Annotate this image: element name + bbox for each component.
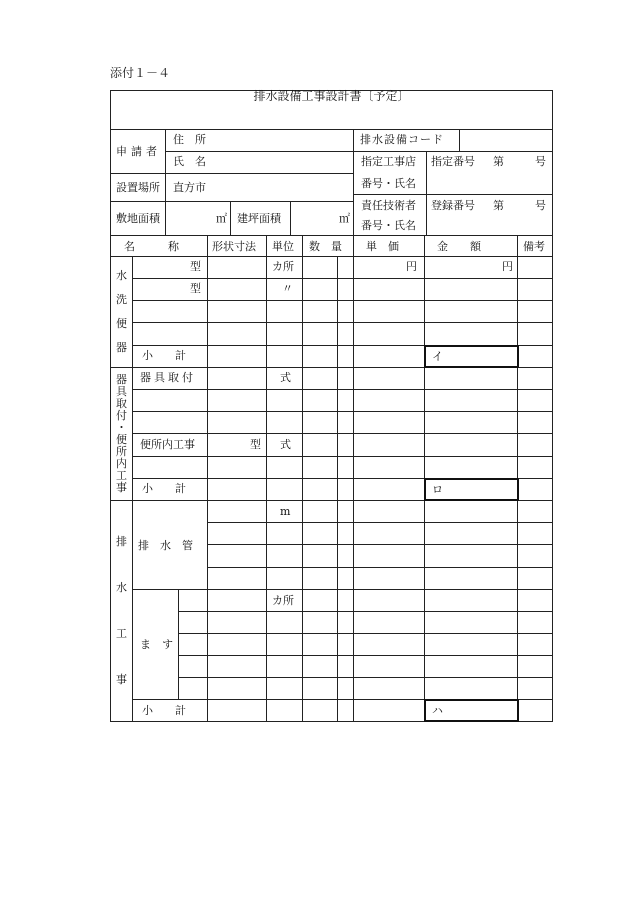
toilet-amount-unit: 円	[502, 260, 513, 273]
section-char: 器	[116, 373, 127, 386]
site-area-label: 敷地面積	[116, 212, 160, 225]
section-char: 付	[116, 409, 127, 422]
rule	[207, 567, 553, 568]
engineer-label-2: 番号・氏名	[361, 219, 416, 232]
engineer-prefix: 第	[493, 199, 504, 212]
toilet-type-1: 型	[190, 260, 201, 273]
section-char: 便	[116, 433, 127, 446]
contractor-prefix: 第	[493, 155, 504, 168]
rule	[178, 589, 179, 699]
rule	[178, 611, 553, 612]
engineer-number-label: 登録番号	[431, 199, 475, 212]
rule	[290, 201, 291, 235]
fixture-subtotal-label: 小 計	[142, 482, 186, 495]
section-char: 内	[116, 457, 127, 470]
rule	[110, 173, 353, 174]
rule	[353, 129, 354, 235]
attachment-label: 添付１－４	[110, 66, 171, 80]
subtotal-box-ha[interactable]	[424, 699, 519, 722]
rule	[110, 201, 353, 202]
code-label: 排水設備コード	[360, 133, 444, 146]
rule	[353, 194, 553, 195]
rule	[110, 256, 553, 257]
col-amount: 金 額	[437, 240, 481, 253]
rule	[132, 433, 553, 434]
design-form	[110, 90, 553, 722]
rule	[110, 235, 553, 236]
fixture-item-1-unit: 式	[280, 371, 291, 384]
section-char: 取	[116, 397, 127, 410]
section-char: ・	[116, 421, 127, 434]
col-shape: 形状寸法	[212, 240, 256, 253]
fixture-item-2: 便所内工事	[140, 438, 195, 451]
drain-pipe-label: 排 水 管	[138, 539, 193, 552]
form-title: 排水設備工事設計書〔予定〕	[253, 89, 410, 103]
col-remarks: 備考	[523, 240, 545, 253]
rule	[132, 256, 133, 722]
subtotal-box-ro[interactable]	[424, 478, 519, 501]
toilet-price-unit: 円	[406, 260, 417, 273]
toilet-type-2: 型	[190, 282, 201, 295]
site-value: 直方市	[173, 181, 206, 194]
rule	[426, 151, 427, 235]
fixture-item-2-type: 型	[250, 438, 261, 451]
section-char: 水	[116, 581, 127, 594]
rule	[132, 322, 553, 323]
floor-area-unit: ㎡	[339, 212, 350, 225]
section-char: 水	[116, 269, 127, 282]
rule	[132, 456, 553, 457]
rule	[178, 677, 553, 678]
section-char: 器	[116, 341, 127, 354]
rule	[110, 129, 553, 130]
contractor-label-1: 指定工事店	[361, 155, 416, 168]
basin-label: ま す	[140, 638, 173, 651]
site-area-unit: ㎡	[216, 212, 227, 225]
border-right	[552, 90, 553, 722]
section-char: 工	[116, 627, 127, 640]
basin-unit: カ所	[272, 594, 294, 607]
rule	[132, 300, 553, 301]
rule	[132, 411, 553, 412]
col-unit: 単位	[272, 240, 294, 253]
rule	[207, 544, 553, 545]
engineer-label-1: 責任技術者	[361, 199, 416, 212]
name-label: 氏 名	[173, 155, 206, 168]
applicant-label: 申請者	[116, 145, 161, 158]
toilet-unit-places: カ所	[272, 260, 294, 273]
contractor-number-label: 指定番号	[431, 155, 475, 168]
contractor-label-2: 番号・氏名	[361, 177, 416, 190]
rule	[230, 201, 231, 235]
rule	[207, 522, 553, 523]
toilet-subtotal-label: 小 計	[142, 349, 186, 362]
section-char: 工	[116, 469, 127, 482]
address-label: 住 所	[173, 133, 206, 146]
section-char: 所	[116, 445, 127, 458]
col-name: 名 称	[124, 240, 179, 253]
rule	[178, 633, 553, 634]
col-price: 単 価	[366, 240, 399, 253]
subtotal-mark-i: イ	[432, 350, 443, 363]
drain-pipe-unit: m	[280, 505, 291, 518]
section-char: 洗	[116, 293, 127, 306]
subtotal-mark-ro: ロ	[432, 483, 443, 496]
engineer-suffix: 号	[535, 199, 546, 212]
toilet-unit-ditto: 〃	[282, 282, 293, 295]
rule	[165, 129, 166, 235]
section-char: 事	[116, 481, 127, 494]
rule	[353, 151, 553, 152]
fixture-item-1: 器具取付	[140, 371, 196, 384]
rule	[165, 151, 353, 152]
drain-subtotal-label: 小 計	[142, 704, 186, 717]
rule	[132, 389, 553, 390]
rule	[459, 129, 460, 151]
contractor-suffix: 号	[535, 155, 546, 168]
rule	[132, 278, 553, 279]
subtotal-mark-ha: ハ	[432, 704, 443, 717]
col-quantity: 数 量	[309, 240, 342, 253]
section-char: 排	[116, 535, 127, 548]
rule	[132, 589, 553, 590]
section-char: 便	[116, 317, 127, 330]
rule	[337, 256, 338, 722]
fixture-item-2-unit: 式	[280, 438, 291, 451]
floor-area-label: 建坪面積	[237, 212, 281, 225]
section-char: 具	[116, 385, 127, 398]
section-char: 事	[116, 673, 127, 686]
site-label: 設置場所	[116, 181, 160, 194]
border-left	[110, 90, 111, 722]
subtotal-box-i[interactable]	[424, 345, 519, 368]
rule	[178, 655, 553, 656]
